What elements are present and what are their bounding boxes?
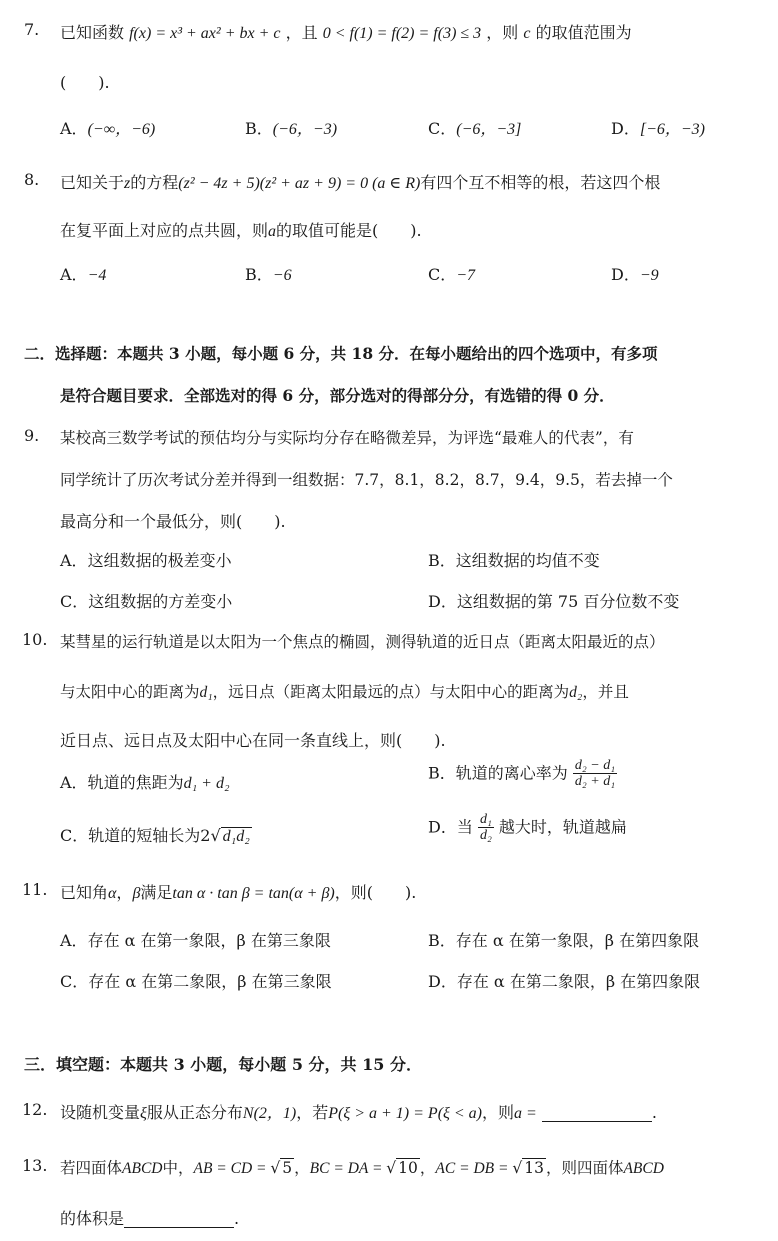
q8-equation: (z² − 4z + 5)(z² + az + 9) = 0 (a ∈ R)	[178, 175, 421, 192]
q7-option-a: A．(−∞，−6)	[60, 119, 156, 138]
q10-number: 10.	[22, 630, 48, 649]
q7-option-d: D．[−6，−3)	[611, 119, 705, 138]
q8-number: 8.	[24, 170, 40, 189]
q13-answer-blank[interactable]	[124, 1211, 234, 1228]
q10-stem-line3: 近日点、远日点及太阳中心在同一条直线上，则( ).	[60, 731, 446, 750]
q12-answer-blank[interactable]	[542, 1105, 652, 1122]
section2-heading-line1: 二．选择题：本题共 3 小题，每小题 6 分，共 18 分．在每小题给出的四个选项中，有多项	[24, 344, 658, 363]
q8-option-c: C．−7	[428, 265, 476, 284]
q9-stem-line1: 某校高三数学考试的预估均分与实际均分存在略微差异，为评选“最难人的代表”，有	[60, 429, 634, 447]
q7-option-c: C．(−6，−3]	[428, 119, 522, 138]
q8-option-a: A．−4	[60, 265, 107, 284]
q7-answer-paren: ( ).	[60, 73, 110, 92]
q9-option-b: B．这组数据的均值不变	[428, 551, 600, 570]
q7-stem-line1: 已知函数 f(x) = x³ + ax² + bx + c ，且 0 < f(1) = f(2) = f(3) ≤ 3 ，则 c 的取值范围为	[60, 23, 632, 42]
q10-option-b: B．轨道的离心率为 $\frac{\text{d₂ − d₁}}{\text{d₂ + d₁}}$	[428, 758, 616, 790]
section2-heading-line2: 是符合题目要求．全部选对的得 6 分，部分选对的得部分分，有选错的得 0 分．	[60, 386, 615, 405]
q7-function: f(x) = x³ + ax² + bx + c	[129, 25, 281, 42]
q9-number: 9.	[24, 426, 40, 445]
q10-option-a: A．轨道的焦距为d₁ + d₂	[60, 773, 230, 792]
q10-option-d: D．当 $\frac{\text{d₁}}{\text{d₂}}$ 越大时，轨道越扁	[428, 812, 627, 844]
q9-option-a: A．这组数据的极差变小	[60, 551, 232, 570]
q10-eccentricity-fraction: $\frac{\text{d₂ − d₁}}{\text{d₂ + d₁}}$	[574, 758, 616, 790]
q11-number: 11.	[22, 880, 48, 899]
q8-option-b: B．−6	[245, 265, 292, 284]
section3-heading: 三．填空题：本题共 3 小题，每小题 5 分，共 15 分．	[24, 1055, 422, 1074]
q11-option-c: C．存在 α 在第二象限，β 在第三象限	[60, 972, 332, 991]
q9-stem-line3: 最高分和一个最低分，则( ).	[60, 512, 286, 531]
q10-ratio-fraction: $\frac{\text{d₁}}{\text{d₂}}$	[479, 812, 492, 844]
q9-stem-line2: 同学统计了历次考试分差并得到一组数据：7.7，8.1，8.2，8.7，9.4，9.5，若去掉一个	[60, 471, 673, 489]
q8-stem-line1: 已知关于z的方程(z² − 4z + 5)(z² + az + 9) = 0 (a ∈ R)有四个互不相等的根，若这四个根	[60, 173, 661, 192]
q11-option-b: B．存在 α 在第一象限，β 在第四象限	[428, 931, 700, 950]
q11-option-d: D．存在 α 在第二象限，β 在第四象限	[428, 972, 701, 991]
q13-number: 13.	[22, 1156, 48, 1175]
q13-stem-line1: 若四面体ABCD中，AB = CD = √ 5 ，BC = DA = √ 10 ，AC = DB = √ 13 ，则四面体ABCD	[60, 1159, 664, 1177]
q10-option-c: C．轨道的短轴长为2√ d₁d₂	[60, 826, 250, 845]
q9-option-d: D．这组数据的第 75 百分位数不变	[428, 592, 680, 611]
q11-equation: tan α · tan β = tan(α + β)	[172, 885, 335, 902]
q8-stem-line2: 在复平面上对应的点共圆，则a的取值可能是( ).	[60, 221, 422, 240]
q11-stem: 已知角α，β满足tan α · tan β = tan(α + β)，则( ).	[60, 883, 417, 902]
q12-stem: 设随机变量ξ服从正态分布N(2，1)，若P(ξ > a + 1) = P(ξ < a)，则a = .	[60, 1103, 657, 1122]
q10-stem-line1: 某彗星的运行轨道是以太阳为一个焦点的椭圆，测得轨道的近日点（距离太阳最近的点）	[60, 633, 665, 651]
q7-number: 7.	[24, 20, 40, 39]
q9-option-c: C．这组数据的方差变小	[60, 592, 233, 611]
q7-condition: 0 < f(1) = f(2) = f(3) ≤ 3	[322, 25, 482, 42]
q10-stem-line2: 与太阳中心的距离为d₁，远日点（距离太阳最远的点）与太阳中心的距离为d₂，并且	[60, 683, 629, 701]
q13-stem-line2: 的体积是 .	[60, 1209, 240, 1228]
q8-option-d: D．−9	[611, 265, 659, 284]
q11-option-a: A．存在 α 在第一象限，β 在第三象限	[60, 931, 331, 950]
q7-option-b: B．(−6，−3)	[245, 119, 338, 138]
q12-equation: P(ξ > a + 1) = P(ξ < a)	[328, 1105, 482, 1122]
q12-number: 12.	[22, 1100, 48, 1119]
